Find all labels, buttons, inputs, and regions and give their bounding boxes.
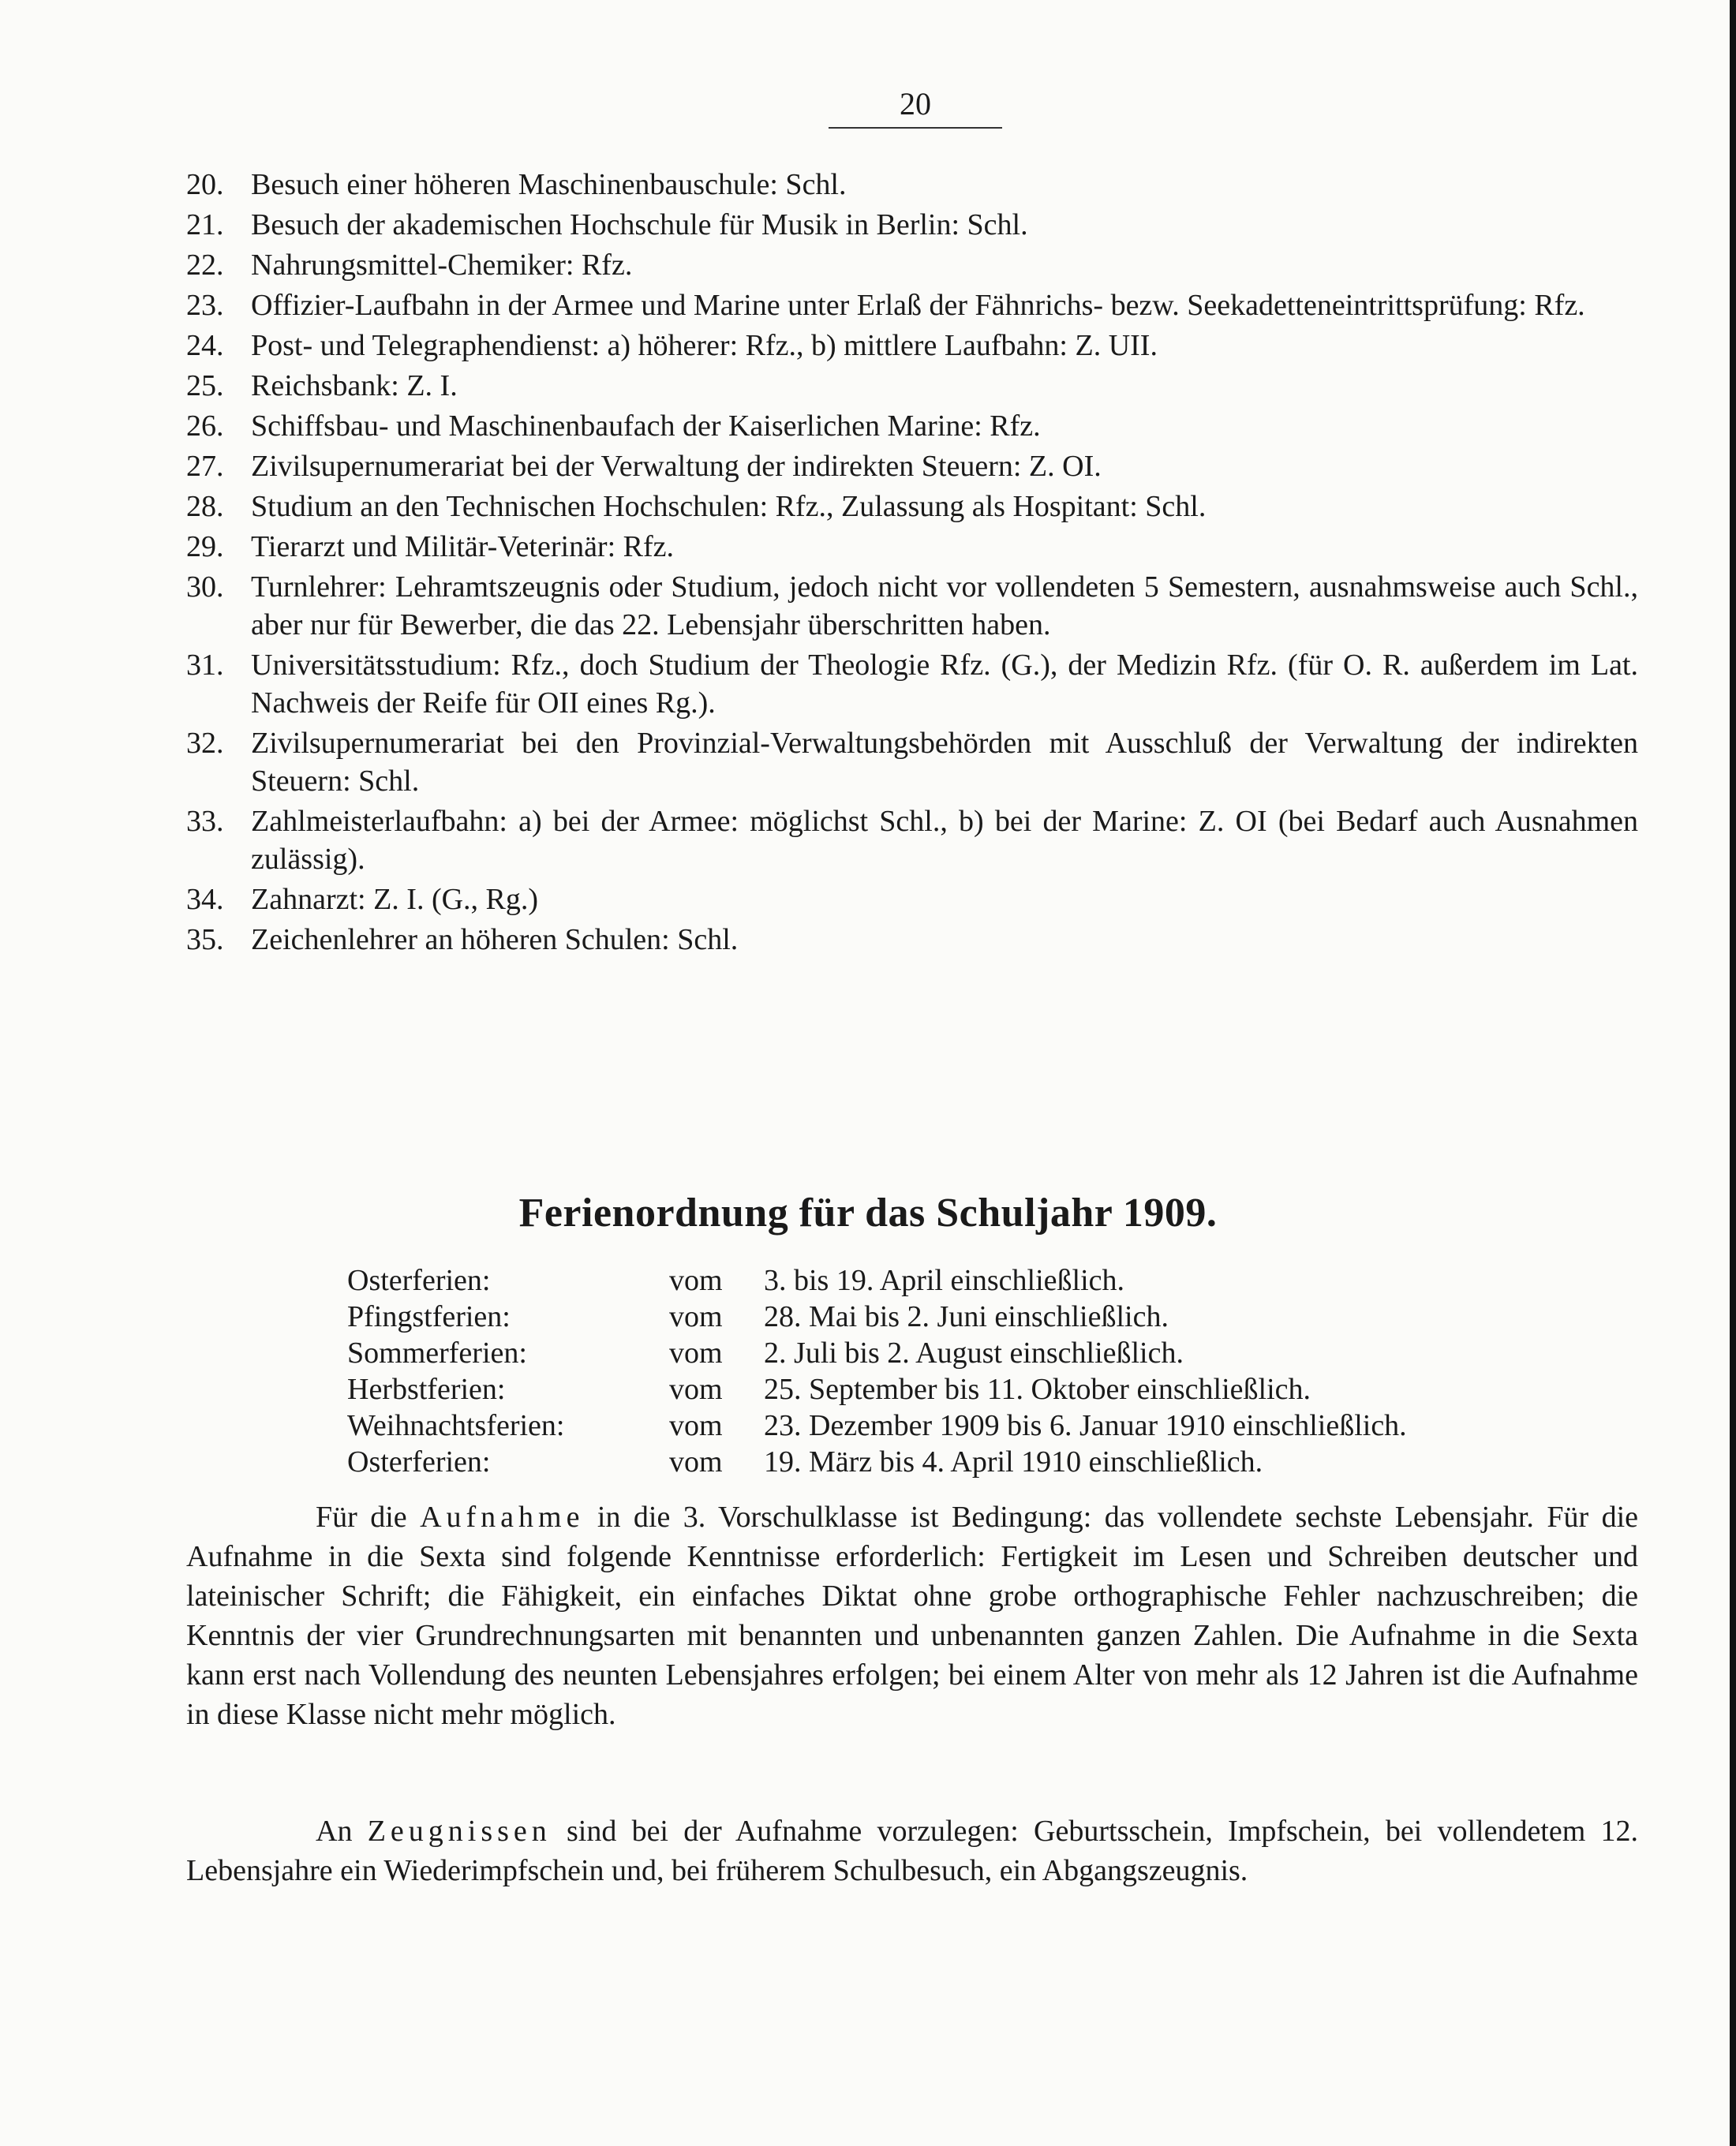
item-number: 29. xyxy=(186,530,224,563)
holiday-dates: 3. bis 19. April einschließlich. xyxy=(764,1264,1125,1297)
holiday-name: Osterferien: xyxy=(347,1445,491,1479)
holiday-dates: 23. Dezember 1909 bis 6. Januar 1910 einschließlich. xyxy=(764,1409,1407,1442)
item-number: 33. xyxy=(186,805,224,838)
holiday-vom: vom xyxy=(669,1337,723,1370)
item-text: Zahlmeisterlaufbahn: a) bei der Armee: möglichst Schl., b) bei der Marine: Z. OI (bei Bedarf auch Ausnahmen zulässig). xyxy=(251,805,1638,876)
item-number: 31. xyxy=(186,649,224,682)
list-item xyxy=(186,407,1638,445)
item-text: Zeichenlehrer an höheren Schulen: Schl. xyxy=(251,923,739,956)
item-text: Zahnarzt: Z. I. (G., Rg.) xyxy=(251,883,539,916)
list-item xyxy=(186,802,1638,878)
item-text: Nahrungsmittel-Chemiker: Rfz. xyxy=(251,249,633,282)
table-row xyxy=(347,1444,1407,1480)
aufnahme-paragraph xyxy=(186,1497,1638,1734)
career-requirements-list xyxy=(186,166,1638,961)
ferien-title: Ferienordnung für das Schuljahr 1909. xyxy=(518,1191,1218,1236)
list-item xyxy=(186,724,1638,800)
item-text: Post- und Telegraphendienst: a) höherer: Rfz., b) mittlere Laufbahn: Z. UII. xyxy=(251,329,1158,362)
holiday-table xyxy=(347,1262,1407,1480)
list-item xyxy=(186,880,1638,918)
item-text: Reichsbank: Z. I. xyxy=(251,369,458,402)
item-number: 25. xyxy=(186,369,224,402)
aufnahme-keyword: Aufnahme xyxy=(420,1501,585,1534)
list-item xyxy=(186,166,1638,204)
holiday-name: Osterferien: xyxy=(347,1264,491,1297)
list-item xyxy=(186,367,1638,405)
item-number: 24. xyxy=(186,329,224,362)
item-number: 28. xyxy=(186,490,224,523)
item-number: 20. xyxy=(186,168,224,201)
aufnahme-text: in die 3. Vorschulklasse ist Bedingung: das vollendete sechste Lebensjahr. Für die Aufnahme in die Sexta sind folgende Kenntnisse erforderlich: Fertigkeit im Lesen und Schreiben deutscher und lateinischer Schrift; die Fähigkeit, ein einfaches Diktat ohne grobe orthographische Fehler nachzuschreiben; die Kenntnis der vier Grundrechnungsarten mit benannten und unbenannten ganzen Zahlen. Die Aufnahme in die Sexta kann erst nach Vollendung des neunten Lebensjahres erfolgen; bei einem Alter von mehr als 12 Jahren ist die Aufnahme in diese Klasse nicht mehr möglich. xyxy=(186,1501,1639,1731)
list-item xyxy=(186,206,1638,244)
item-number: 26. xyxy=(186,409,224,443)
list-item xyxy=(186,646,1638,722)
item-text: Zivilsupernumerariat bei den Provinzial-Verwaltungsbehörden mit Ausschluß der Verwaltung der indirekten Steuern: Schl. xyxy=(251,727,1638,798)
item-text: Studium an den Technischen Hochschulen: Rfz., Zulassung als Hospitant: Schl. xyxy=(251,490,1207,523)
item-number: 32. xyxy=(186,727,224,760)
table-row xyxy=(347,1335,1407,1371)
holiday-vom: vom xyxy=(669,1409,723,1442)
table-row xyxy=(347,1299,1407,1335)
zeugnisse-keyword: Zeugnissen xyxy=(367,1815,552,1848)
item-text: Tierarzt und Militär-Veterinär: Rfz. xyxy=(251,530,675,563)
holiday-vom: vom xyxy=(669,1264,723,1297)
holiday-name: Sommerferien: xyxy=(347,1337,527,1370)
holiday-dates: 19. März bis 4. April 1910 einschließlich. xyxy=(764,1445,1263,1479)
holiday-dates: 25. September bis 11. Oktober einschließlich. xyxy=(764,1373,1311,1406)
list-item xyxy=(186,246,1638,284)
item-text: Besuch einer höheren Maschinenbauschule: Schl. xyxy=(251,168,847,201)
item-text: Offizier-Laufbahn in der Armee und Marine unter Erlaß der Fähnrichs- bezw. Seekadetteneintrittsprüfung: Rfz. xyxy=(251,289,1585,322)
list-item xyxy=(186,568,1638,644)
aufnahme-lead: Für die xyxy=(316,1501,407,1534)
item-number: 34. xyxy=(186,883,224,916)
list-item xyxy=(186,286,1638,324)
holiday-name: Weihnachtsferien: xyxy=(347,1409,565,1442)
item-text: Zivilsupernumerariat bei der Verwaltung der indirekten Steuern: Z. OI. xyxy=(251,450,1102,483)
page-number: 20 xyxy=(829,85,1002,129)
zeugnisse-text: sind bei der Aufnahme vorzulegen: Geburtsschein, Impfschein, bei vollendetem 12. Lebensjahre ein Wiederimpfschein und, bei früherem Schulbesuch, ein Abgangszeugnis. xyxy=(186,1815,1639,1887)
zeugnisse-lead: An xyxy=(316,1815,353,1848)
item-number: 27. xyxy=(186,450,224,483)
list-item xyxy=(186,488,1638,525)
holiday-vom: vom xyxy=(669,1373,723,1406)
holiday-dates: 28. Mai bis 2. Juni einschließlich. xyxy=(764,1300,1169,1333)
item-number: 30. xyxy=(186,570,224,604)
holiday-vom: vom xyxy=(669,1300,723,1333)
table-row xyxy=(347,1371,1407,1408)
holiday-vom: vom xyxy=(669,1445,723,1479)
table-row xyxy=(347,1262,1407,1299)
list-item xyxy=(186,921,1638,959)
holiday-name: Pfingstferien: xyxy=(347,1300,511,1333)
table-row xyxy=(347,1408,1407,1444)
list-item xyxy=(186,528,1638,566)
item-text: Besuch der akademischen Hochschule für Musik in Berlin: Schl. xyxy=(251,208,1028,241)
item-number: 22. xyxy=(186,249,224,282)
item-text: Schiffsbau- und Maschinenbaufach der Kaiserlichen Marine: Rfz. xyxy=(251,409,1041,443)
list-item xyxy=(186,447,1638,485)
list-item xyxy=(186,327,1638,365)
item-text: Turnlehrer: Lehramtszeugnis oder Studium, jedoch nicht vor vollendeten 5 Semestern, ausnahmsweise auch Schl., aber nur für Bewerber, die das 22. Lebensjahr überschritten haben. xyxy=(251,570,1638,641)
item-number: 35. xyxy=(186,923,224,956)
zeugnisse-paragraph xyxy=(186,1811,1638,1890)
item-number: 21. xyxy=(186,208,224,241)
holiday-name: Herbstferien: xyxy=(347,1373,506,1406)
holiday-dates: 2. Juli bis 2. August einschließlich. xyxy=(764,1337,1184,1370)
item-number: 23. xyxy=(186,289,224,322)
item-text: Universitätsstudium: Rfz., doch Studium der Theologie Rfz. (G.), der Medizin Rfz. (für O. R. außerdem im Lat. Nachweis der Reife für OII eines Rg.). xyxy=(251,649,1638,720)
